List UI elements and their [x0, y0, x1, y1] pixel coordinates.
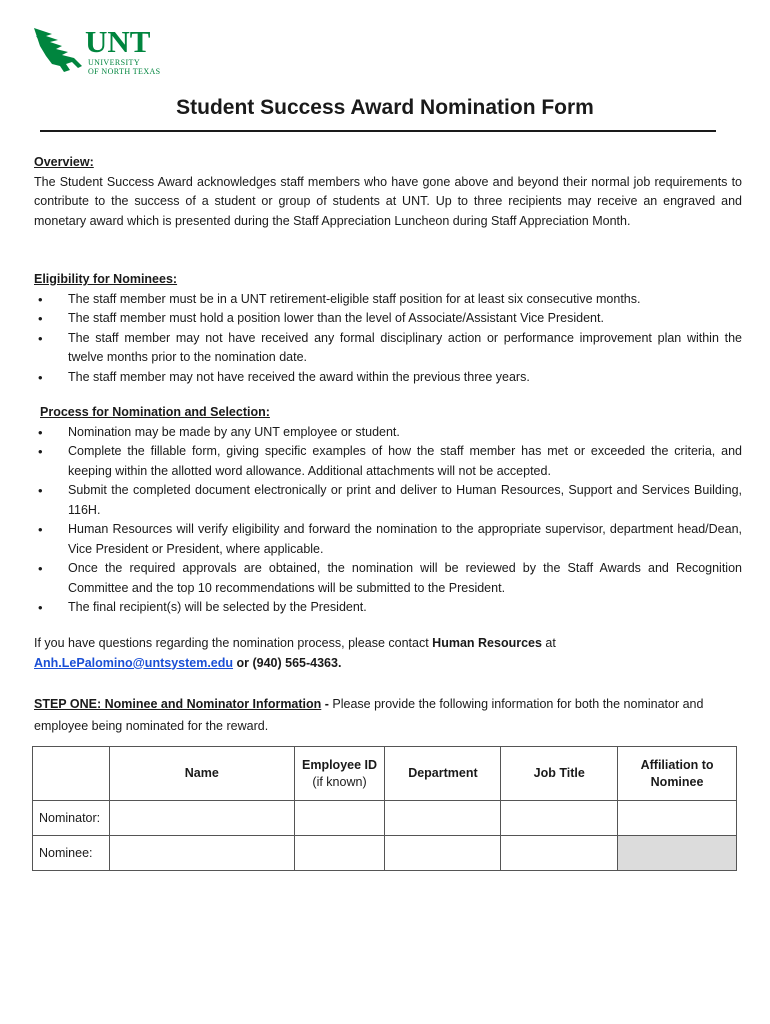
list-item: • The final recipient(s) will be selected by the President.: [34, 598, 742, 618]
step-one-dash: -: [321, 697, 333, 711]
nominator-employee-id-field[interactable]: [294, 801, 385, 836]
header-affiliation: Affiliation to Nominee: [618, 747, 737, 801]
nominee-name-field[interactable]: [109, 836, 294, 871]
step-one-text: Please provide the following information for both the nominator and employee being nominated for the reward.: [34, 697, 704, 733]
header-employee-id-label: Employee ID: [302, 757, 378, 772]
list-item: • Complete the fillable form, giving specific examples of how the staff member has met or exceeded the criteria, and keeping within the allotted word allowance. Additional attachments will not be accepted.: [34, 442, 742, 481]
list-item: • The staff member must hold a position lower than the level of Associate/Assistant Vice President.: [34, 309, 742, 329]
overview-text: The Student Success Award acknowledges staff members who have gone above and beyond their normal job requirements to contribute to the success of a student or group of students at UNT. Up to three recipients may receive an engraved and monetary award which is presented during the Staff Appreciation Luncheon during Staff Appreciation Month.: [34, 174, 742, 228]
logo-wordmark: UNT: [85, 24, 151, 59]
table-row: [33, 801, 737, 836]
contact-prefix: If you have questions regarding the nomination process, please contact: [34, 636, 433, 650]
nominee-department-field[interactable]: [385, 836, 501, 871]
logo-subtitle-line-2: OF NORTH TEXAS: [88, 67, 161, 76]
process-heading: Process for Nomination and Selection:: [40, 405, 270, 419]
table-header-row: [33, 747, 737, 801]
nominee-affiliation-shaded-cell: [618, 836, 737, 871]
contact-at: at: [541, 636, 556, 650]
eligibility-list: [34, 290, 742, 388]
list-item: • The staff member may not have received any formal disciplinary action or performance improvement plan within the twelve months prior to the nomination date.: [34, 329, 742, 368]
nominator-affiliation-field[interactable]: [618, 801, 737, 836]
step-one-section: [34, 693, 742, 737]
table-row: [33, 836, 737, 871]
contact-email-link[interactable]: Anh.LePalomino@untsystem.edu: [34, 655, 234, 670]
eagle-icon: [32, 22, 88, 78]
nominator-name-field[interactable]: [109, 801, 294, 836]
step-one-heading: STEP ONE: Nominee and Nominator Information: [34, 697, 322, 711]
list-item: • Once the required approvals are obtained, the nomination will be reviewed by the Staff Awards and Recognition Committee and the top 10 recommendations will be submitted to the President.: [34, 559, 742, 598]
page-title: Student Success Award Nomination Form: [176, 96, 594, 119]
contact-org: Human Resources: [432, 636, 542, 650]
header-empty: [33, 747, 110, 801]
header-employee-id-sub: (if known): [312, 774, 367, 789]
nominator-department-field[interactable]: [385, 801, 501, 836]
header-name: Name: [109, 747, 294, 801]
contact-section: [34, 634, 742, 673]
row-label-nominator: Nominator:: [33, 801, 110, 836]
nominator-job-title-field[interactable]: [501, 801, 618, 836]
logo-subtitle-line-1: UNIVERSITY: [88, 58, 140, 67]
list-item: • The staff member may not have received the award within the previous three years.: [34, 368, 742, 388]
contact-phone: or (940) 565-4363.: [233, 655, 342, 670]
list-item: • Nomination may be made by any UNT employee or student.: [34, 423, 742, 443]
header-job-title: Job Title: [501, 747, 618, 801]
row-label-nominee: Nominee:: [33, 836, 110, 871]
overview-heading: Overview:: [34, 155, 94, 169]
list-item: • The staff member must be in a UNT retirement-eligible staff position for at least six consecutive months.: [34, 290, 742, 310]
nomination-info-table: [32, 746, 737, 871]
list-item: • Submit the completed document electronically or print and deliver to Human Resources, Support and Services Building, 116H.: [34, 481, 742, 520]
title-divider: [40, 130, 716, 132]
process-section: [34, 403, 742, 618]
header-employee-id: [294, 747, 385, 801]
eligibility-heading: Eligibility for Nominees:: [34, 272, 178, 286]
process-list: [34, 423, 742, 618]
list-item: • Human Resources will verify eligibility and forward the nomination to the appropriate supervisor, department head/Dean, Vice President or President, where applicable.: [34, 520, 742, 559]
overview-section: [34, 153, 742, 231]
header-department: Department: [385, 747, 501, 801]
nominee-employee-id-field[interactable]: [294, 836, 385, 871]
logo-subtitle: [88, 58, 161, 76]
eligibility-section: [34, 270, 742, 387]
nominee-job-title-field[interactable]: [501, 836, 618, 871]
